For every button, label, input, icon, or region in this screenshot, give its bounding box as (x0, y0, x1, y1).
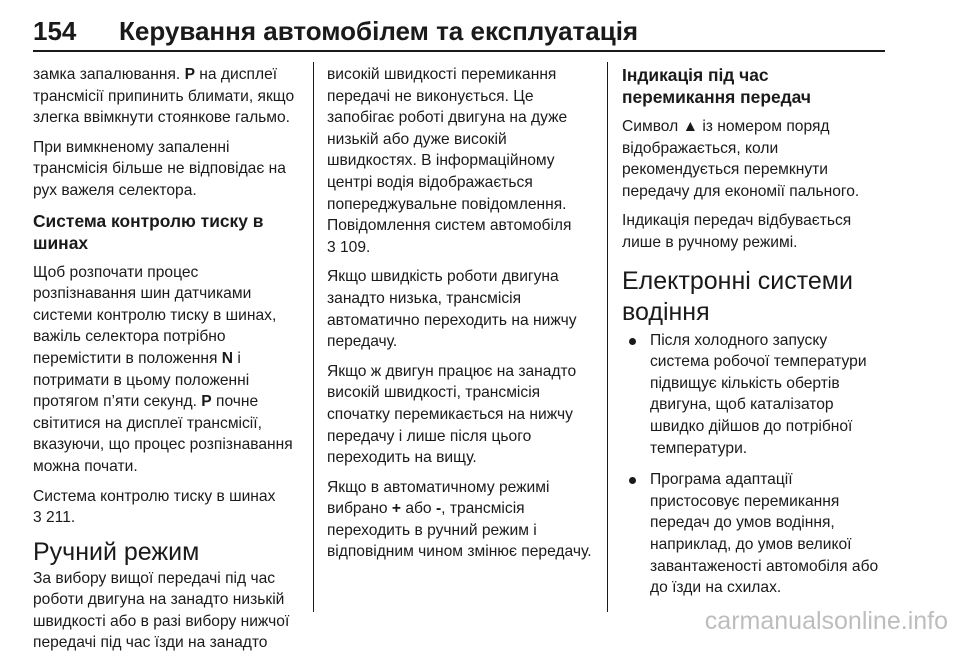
column-3 (622, 64, 884, 609)
page-reference-link[interactable]: 3 109. (327, 238, 371, 256)
paragraph: Індикація передач відбувається лише в ручному режимі. (622, 212, 852, 251)
paragraph: замка запалювання. P на дисплеї трансмісії припинить блимати, якщо злегка ввімкнути стоянкове гальмо. (33, 66, 295, 127)
chapter-title: Керування автомобілем та експлуатація (119, 16, 639, 46)
page-header (33, 8, 885, 48)
paragraph: Якщо швидкість роботи двигуна занадто низька, трансмісія автоматично переходить на нижчу передачу. (327, 268, 577, 351)
section-heading-electronic-systems: Електронні системи водіння (622, 266, 853, 326)
page-number: 154 (33, 16, 77, 46)
paragraph: За вибору вищої передачі під час роботи двигуна на занадто низькій швидкості або в разі вибору нижчої передачі під час їзди на занадто (33, 569, 290, 652)
paragraph: Якщо ж двигун працює на занадто високій швидкості, трансмісія спочатку перемикається на нижчу передачу і лише після цього переходить на вищу. (327, 362, 577, 467)
list-item: Після холодного запуску система робочої температури підвищує кількість обертів двигуна, щоб каталізатор швидко дійшов до потрібної температури. (622, 330, 884, 460)
page-reference-link[interactable]: 3 211. (33, 509, 76, 527)
watermark: carmanualsonline.info (704, 607, 948, 635)
section-heading-shift-indication: Індикація під час перемикання передач (622, 65, 812, 107)
paragraph: Система контролю тиску в шинах 3 211. (33, 487, 276, 527)
list-item: Програма адаптації пристосовує перемикання передач до умов водіння, наприклад, до умов великої завантаженості автомобіля або до їзди на схилах. (622, 469, 884, 599)
paragraph: Якщо в автоматичному режимі вибрано + або -, трансмісія переходить в ручний режим і відповідним чином змінює передачу. (327, 478, 592, 561)
paragraph: Символ ▲ із номером поряд відображається, коли рекомендується перемкнути передачу для економії пального. (622, 118, 860, 200)
bullet-icon (629, 338, 636, 345)
paragraph: високій швидкості перемикання передачі не виконується. Це запобігає роботі двигуна на дуже низькій або дуже високій швидкостях. В інформаційному центрі водія відображається попереджувальне повідомлення. Повідомлення систем автомобіля 3 109. (327, 66, 572, 256)
paragraph: При вимкненому запаленні трансмісія більше не відповідає на рух важеля селектора. (33, 138, 286, 199)
column-divider-2 (607, 62, 608, 612)
header-rule (33, 50, 885, 52)
paragraph: Щоб розпочати процес розпізнавання шин датчиками системи контролю тиску в шинах, важіль селектора потрібно перемістити в положення N і потримати в цьому положенні протягом п’яти секунд. P почне світитися на дисплеї трансмісії, вказуючи, що процес розпізнавання можна почати. (33, 263, 293, 475)
bullet-icon (629, 477, 636, 484)
column-divider-1 (313, 62, 314, 612)
section-heading-tpms: Система контролю тиску в шинах (33, 210, 264, 253)
column-2 (327, 64, 595, 571)
section-heading-manual-mode: Ручний режим (33, 537, 200, 566)
column-1 (33, 64, 301, 662)
